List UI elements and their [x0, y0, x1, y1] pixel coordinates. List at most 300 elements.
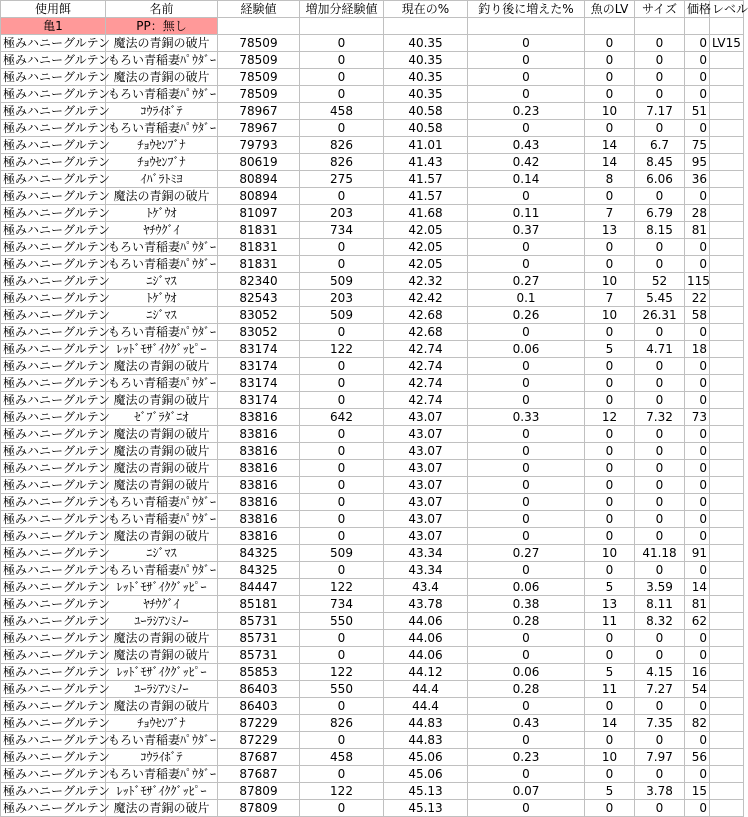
current-percent-cell[interactable]: 43.34	[384, 562, 468, 579]
price-cell[interactable]: 36	[685, 171, 710, 188]
size-cell[interactable]: 7.27	[635, 681, 685, 698]
bait-cell[interactable]: 極みハニーグルテン	[1, 664, 106, 681]
size-cell[interactable]: 0	[635, 494, 685, 511]
fish-lv-cell[interactable]: 5	[585, 579, 635, 596]
current-percent-cell[interactable]: 41.01	[384, 137, 468, 154]
price-cell[interactable]: 51	[685, 103, 710, 120]
exp-cell[interactable]: 83816	[218, 426, 300, 443]
empty-cell[interactable]	[710, 222, 744, 239]
current-percent-cell[interactable]: 43.07	[384, 443, 468, 460]
size-cell[interactable]: 0	[635, 732, 685, 749]
bait-cell[interactable]: 極みハニーグルテン	[1, 103, 106, 120]
percent-gain-cell[interactable]: 0	[468, 443, 585, 460]
exp-gain-cell[interactable]: 0	[300, 358, 384, 375]
exp-gain-cell[interactable]: 0	[300, 188, 384, 205]
fish-lv-cell[interactable]: 8	[585, 171, 635, 188]
bait-cell[interactable]: 極みハニーグルテン	[1, 137, 106, 154]
exp-gain-cell[interactable]: 0	[300, 647, 384, 664]
current-percent-cell[interactable]: 42.68	[384, 324, 468, 341]
name-cell[interactable]: ﾆｼﾞﾏｽ	[106, 545, 218, 562]
size-cell[interactable]: 0	[635, 86, 685, 103]
exp-gain-cell[interactable]: 0	[300, 528, 384, 545]
bait-cell[interactable]: 極みハニーグルテン	[1, 647, 106, 664]
percent-gain-cell[interactable]: 0.28	[468, 613, 585, 630]
exp-cell[interactable]: 83816	[218, 460, 300, 477]
percent-gain-cell[interactable]: 0.1	[468, 290, 585, 307]
exp-cell[interactable]: 87809	[218, 783, 300, 800]
current-percent-cell[interactable]: 44.06	[384, 613, 468, 630]
exp-gain-cell[interactable]: 826	[300, 154, 384, 171]
name-cell[interactable]: ﾚｯﾄﾞﾓｻﾞｲｸｸﾞｯﾋﾟｰ	[106, 783, 218, 800]
fish-lv-cell[interactable]: 11	[585, 613, 635, 630]
name-cell[interactable]: ﾚｯﾄﾞﾓｻﾞｲｸｸﾞｯﾋﾟｰ	[106, 664, 218, 681]
empty-cell[interactable]	[710, 409, 744, 426]
empty-cell[interactable]	[710, 494, 744, 511]
price-cell[interactable]: 75	[685, 137, 710, 154]
exp-cell[interactable]: 83174	[218, 358, 300, 375]
fish-lv-cell[interactable]: 0	[585, 324, 635, 341]
bait-cell[interactable]: 極みハニーグルテン	[1, 52, 106, 69]
fish-lv-cell[interactable]: 0	[585, 35, 635, 52]
exp-cell[interactable]: 78509	[218, 35, 300, 52]
price-cell[interactable]: 56	[685, 749, 710, 766]
fish-lv-cell[interactable]: 0	[585, 392, 635, 409]
exp-gain-cell[interactable]: 458	[300, 103, 384, 120]
price-cell[interactable]: 82	[685, 715, 710, 732]
size-cell[interactable]: 26.31	[635, 307, 685, 324]
current-percent-cell[interactable]: 43.07	[384, 460, 468, 477]
percent-gain-cell[interactable]: 0	[468, 324, 585, 341]
exp-cell[interactable]: 79793	[218, 137, 300, 154]
bait-cell[interactable]: 極みハニーグルテン	[1, 392, 106, 409]
price-cell[interactable]: 0	[685, 494, 710, 511]
percent-gain-cell[interactable]: 0	[468, 698, 585, 715]
size-cell[interactable]: 0	[635, 324, 685, 341]
exp-gain-cell[interactable]: 509	[300, 307, 384, 324]
exp-cell[interactable]: 80894	[218, 188, 300, 205]
price-cell[interactable]: 0	[685, 477, 710, 494]
empty-cell[interactable]	[710, 256, 744, 273]
fish-lv-cell[interactable]: 0	[585, 494, 635, 511]
empty-cell[interactable]	[710, 630, 744, 647]
fish-lv-cell[interactable]: 0	[585, 358, 635, 375]
exp-gain-cell[interactable]: 0	[300, 766, 384, 783]
exp-cell[interactable]: 80619	[218, 154, 300, 171]
exp-cell[interactable]: 84447	[218, 579, 300, 596]
exp-cell[interactable]: 87809	[218, 800, 300, 817]
size-cell[interactable]: 0	[635, 256, 685, 273]
exp-gain-cell[interactable]: 550	[300, 613, 384, 630]
percent-gain-cell[interactable]: 0.37	[468, 222, 585, 239]
empty-cell[interactable]	[710, 460, 744, 477]
fish-lv-cell[interactable]: 0	[585, 375, 635, 392]
percent-gain-cell[interactable]: 0	[468, 647, 585, 664]
percent-gain-cell[interactable]: 0.38	[468, 596, 585, 613]
header-percent-gain[interactable]: 釣り後に増えた%	[468, 1, 585, 18]
current-percent-cell[interactable]: 41.57	[384, 171, 468, 188]
fish-lv-cell[interactable]: 10	[585, 307, 635, 324]
fish-lv-cell[interactable]: 0	[585, 52, 635, 69]
empty-cell[interactable]	[710, 613, 744, 630]
bait-cell[interactable]: 極みハニーグルテン	[1, 120, 106, 137]
exp-gain-cell[interactable]: 0	[300, 562, 384, 579]
empty-cell[interactable]	[218, 18, 300, 35]
empty-cell[interactable]	[710, 749, 744, 766]
fish-lv-cell[interactable]: 14	[585, 715, 635, 732]
bait-cell[interactable]: 極みハニーグルテン	[1, 341, 106, 358]
bait-cell[interactable]: 極みハニーグルテン	[1, 630, 106, 647]
name-cell[interactable]: 魔法の青銅の破片	[106, 800, 218, 817]
exp-cell[interactable]: 83174	[218, 341, 300, 358]
size-cell[interactable]: 0	[635, 477, 685, 494]
name-cell[interactable]: もろい青稲妻ﾊﾟｳﾀﾞｰ	[106, 52, 218, 69]
price-cell[interactable]: 0	[685, 392, 710, 409]
fish-lv-cell[interactable]: 0	[585, 256, 635, 273]
current-percent-cell[interactable]: 42.32	[384, 273, 468, 290]
exp-gain-cell[interactable]: 826	[300, 715, 384, 732]
percent-gain-cell[interactable]: 0.07	[468, 783, 585, 800]
name-cell[interactable]: ﾄｹﾞｳｵ	[106, 290, 218, 307]
exp-cell[interactable]: 82340	[218, 273, 300, 290]
current-percent-cell[interactable]: 42.05	[384, 239, 468, 256]
name-cell[interactable]: 魔法の青銅の破片	[106, 460, 218, 477]
header-name[interactable]: 名前	[106, 1, 218, 18]
empty-cell[interactable]	[710, 562, 744, 579]
price-cell[interactable]: 15	[685, 783, 710, 800]
fish-lv-cell[interactable]: 0	[585, 426, 635, 443]
header-price[interactable]: 価格	[685, 1, 710, 18]
bait-cell[interactable]: 極みハニーグルテン	[1, 375, 106, 392]
exp-gain-cell[interactable]: 550	[300, 681, 384, 698]
name-cell[interactable]: ﾁｮｳｾﾝﾌﾞﾅ	[106, 715, 218, 732]
percent-gain-cell[interactable]: 0	[468, 52, 585, 69]
size-cell[interactable]: 0	[635, 511, 685, 528]
size-cell[interactable]: 0	[635, 375, 685, 392]
exp-cell[interactable]: 78509	[218, 52, 300, 69]
price-cell[interactable]: 0	[685, 426, 710, 443]
name-cell[interactable]: 魔法の青銅の破片	[106, 528, 218, 545]
size-cell[interactable]: 7.17	[635, 103, 685, 120]
exp-gain-cell[interactable]: 0	[300, 426, 384, 443]
price-cell[interactable]: 0	[685, 460, 710, 477]
price-cell[interactable]: 22	[685, 290, 710, 307]
price-cell[interactable]: 62	[685, 613, 710, 630]
percent-gain-cell[interactable]: 0	[468, 766, 585, 783]
empty-cell[interactable]	[710, 545, 744, 562]
current-percent-cell[interactable]: 44.12	[384, 664, 468, 681]
name-cell[interactable]: ﾆｼﾞﾏｽ	[106, 273, 218, 290]
exp-gain-cell[interactable]: 0	[300, 494, 384, 511]
fish-lv-cell[interactable]: 0	[585, 800, 635, 817]
price-cell[interactable]: 58	[685, 307, 710, 324]
empty-cell[interactable]	[710, 171, 744, 188]
size-cell[interactable]: 0	[635, 52, 685, 69]
empty-cell[interactable]	[710, 69, 744, 86]
bait-cell[interactable]: 極みハニーグルテン	[1, 307, 106, 324]
bait-cell[interactable]: 極みハニーグルテン	[1, 579, 106, 596]
current-percent-cell[interactable]: 43.07	[384, 409, 468, 426]
empty-cell[interactable]	[710, 103, 744, 120]
exp-cell[interactable]: 85731	[218, 613, 300, 630]
exp-gain-cell[interactable]: 0	[300, 239, 384, 256]
current-percent-cell[interactable]: 41.68	[384, 205, 468, 222]
size-cell[interactable]: 0	[635, 239, 685, 256]
name-cell[interactable]: ﾕｰﾗｼｱﾝﾐﾉｰ	[106, 681, 218, 698]
exp-gain-cell[interactable]: 122	[300, 579, 384, 596]
price-cell[interactable]: 54	[685, 681, 710, 698]
percent-gain-cell[interactable]: 0	[468, 494, 585, 511]
size-cell[interactable]: 6.7	[635, 137, 685, 154]
exp-gain-cell[interactable]: 642	[300, 409, 384, 426]
current-percent-cell[interactable]: 42.74	[384, 392, 468, 409]
price-cell[interactable]: 0	[685, 256, 710, 273]
exp-gain-cell[interactable]: 0	[300, 69, 384, 86]
bait-cell[interactable]: 極みハニーグルテン	[1, 698, 106, 715]
percent-gain-cell[interactable]: 0.33	[468, 409, 585, 426]
exp-gain-cell[interactable]: 509	[300, 545, 384, 562]
exp-gain-cell[interactable]: 0	[300, 698, 384, 715]
header-bait[interactable]: 使用餌	[1, 1, 106, 18]
fish-lv-cell[interactable]: 0	[585, 630, 635, 647]
percent-gain-cell[interactable]: 0.14	[468, 171, 585, 188]
fish-lv-cell[interactable]: 10	[585, 273, 635, 290]
price-cell[interactable]: 0	[685, 732, 710, 749]
exp-cell[interactable]: 85731	[218, 647, 300, 664]
percent-gain-cell[interactable]: 0	[468, 239, 585, 256]
exp-cell[interactable]: 81831	[218, 256, 300, 273]
bait-cell[interactable]: 極みハニーグルテン	[1, 545, 106, 562]
price-cell[interactable]: 0	[685, 528, 710, 545]
current-percent-cell[interactable]: 40.58	[384, 120, 468, 137]
price-cell[interactable]: 0	[685, 52, 710, 69]
header-level[interactable]: レベル	[710, 1, 744, 18]
percent-gain-cell[interactable]: 0	[468, 800, 585, 817]
percent-gain-cell[interactable]: 0.11	[468, 205, 585, 222]
exp-cell[interactable]: 81831	[218, 222, 300, 239]
bait-cell[interactable]: 極みハニーグルテン	[1, 426, 106, 443]
percent-gain-cell[interactable]: 0	[468, 358, 585, 375]
empty-cell[interactable]	[710, 154, 744, 171]
exp-cell[interactable]: 83816	[218, 494, 300, 511]
percent-gain-cell[interactable]: 0.23	[468, 103, 585, 120]
bait-cell[interactable]: 極みハニーグルテン	[1, 171, 106, 188]
bait-cell[interactable]: 極みハニーグルテン	[1, 613, 106, 630]
percent-gain-cell[interactable]: 0	[468, 120, 585, 137]
exp-cell[interactable]: 86403	[218, 681, 300, 698]
name-cell[interactable]: ｲﾊﾞﾗﾄﾐﾖ	[106, 171, 218, 188]
price-cell[interactable]: 95	[685, 154, 710, 171]
percent-gain-cell[interactable]: 0	[468, 630, 585, 647]
bait-cell[interactable]: 極みハニーグルテン	[1, 273, 106, 290]
empty-cell[interactable]	[710, 52, 744, 69]
price-cell[interactable]: 73	[685, 409, 710, 426]
percent-gain-cell[interactable]: 0	[468, 477, 585, 494]
price-cell[interactable]: 0	[685, 511, 710, 528]
size-cell[interactable]: 0	[635, 188, 685, 205]
percent-gain-cell[interactable]: 0.28	[468, 681, 585, 698]
size-cell[interactable]: 0	[635, 358, 685, 375]
current-percent-cell[interactable]: 40.35	[384, 52, 468, 69]
exp-cell[interactable]: 83052	[218, 324, 300, 341]
size-cell[interactable]: 7.32	[635, 409, 685, 426]
fish-lv-cell[interactable]: 10	[585, 103, 635, 120]
percent-gain-cell[interactable]: 0	[468, 375, 585, 392]
percent-gain-cell[interactable]: 0	[468, 732, 585, 749]
percent-gain-cell[interactable]: 0.43	[468, 137, 585, 154]
exp-cell[interactable]: 84325	[218, 545, 300, 562]
percent-gain-cell[interactable]: 0	[468, 188, 585, 205]
bait-cell[interactable]: 極みハニーグルテン	[1, 783, 106, 800]
price-cell[interactable]: 0	[685, 766, 710, 783]
name-cell[interactable]: ﾄｹﾞｳｵ	[106, 205, 218, 222]
size-cell[interactable]: 52	[635, 273, 685, 290]
exp-cell[interactable]: 85181	[218, 596, 300, 613]
fish-lv-cell[interactable]: 0	[585, 511, 635, 528]
name-cell[interactable]: もろい青稲妻ﾊﾟｳﾀﾞｰ	[106, 120, 218, 137]
empty-cell[interactable]	[710, 358, 744, 375]
empty-cell[interactable]	[300, 18, 384, 35]
price-cell[interactable]: 0	[685, 698, 710, 715]
current-percent-cell[interactable]: 44.83	[384, 715, 468, 732]
size-cell[interactable]: 0	[635, 528, 685, 545]
name-cell[interactable]: もろい青稲妻ﾊﾟｳﾀﾞｰ	[106, 494, 218, 511]
bait-cell[interactable]: 極みハニーグルテン	[1, 86, 106, 103]
percent-gain-cell[interactable]: 0.06	[468, 664, 585, 681]
bait-cell[interactable]: 極みハニーグルテン	[1, 290, 106, 307]
percent-gain-cell[interactable]: 0.27	[468, 273, 585, 290]
empty-cell[interactable]	[635, 18, 685, 35]
size-cell[interactable]: 8.45	[635, 154, 685, 171]
empty-cell[interactable]	[710, 477, 744, 494]
name-cell[interactable]: ｾﾞﾌﾞﾗﾀﾞﾆｵ	[106, 409, 218, 426]
price-cell[interactable]: 0	[685, 375, 710, 392]
bait-cell[interactable]: 極みハニーグルテン	[1, 443, 106, 460]
name-cell[interactable]: もろい青稲妻ﾊﾟｳﾀﾞｰ	[106, 562, 218, 579]
exp-gain-cell[interactable]: 0	[300, 630, 384, 647]
exp-cell[interactable]: 78509	[218, 69, 300, 86]
bait-cell[interactable]: 極みハニーグルテン	[1, 749, 106, 766]
percent-gain-cell[interactable]: 0.06	[468, 341, 585, 358]
fish-lv-cell[interactable]: 13	[585, 222, 635, 239]
percent-gain-cell[interactable]: 0.26	[468, 307, 585, 324]
size-cell[interactable]: 0	[635, 69, 685, 86]
name-cell[interactable]: ﾁｮｳｾﾝﾌﾞﾅ	[106, 137, 218, 154]
current-percent-cell[interactable]: 42.74	[384, 358, 468, 375]
name-cell[interactable]: ｺｳﾗｲﾎﾞﾃ	[106, 103, 218, 120]
empty-cell[interactable]	[710, 732, 744, 749]
name-cell[interactable]: もろい青稲妻ﾊﾟｳﾀﾞｰ	[106, 256, 218, 273]
price-cell[interactable]: 0	[685, 86, 710, 103]
current-percent-cell[interactable]: 44.06	[384, 630, 468, 647]
price-cell[interactable]: 0	[685, 630, 710, 647]
price-cell[interactable]: 0	[685, 800, 710, 817]
exp-gain-cell[interactable]: 0	[300, 256, 384, 273]
current-percent-cell[interactable]: 42.68	[384, 307, 468, 324]
exp-gain-cell[interactable]: 734	[300, 596, 384, 613]
fish-lv-cell[interactable]: 14	[585, 154, 635, 171]
fish-lv-cell[interactable]: 0	[585, 477, 635, 494]
bait-cell[interactable]: 極みハニーグルテン	[1, 460, 106, 477]
percent-gain-cell[interactable]: 0.27	[468, 545, 585, 562]
name-cell[interactable]: もろい青稲妻ﾊﾟｳﾀﾞｰ	[106, 239, 218, 256]
empty-cell[interactable]	[710, 511, 744, 528]
current-percent-cell[interactable]: 43.07	[384, 511, 468, 528]
bait-cell[interactable]: 極みハニーグルテン	[1, 477, 106, 494]
empty-cell[interactable]	[710, 392, 744, 409]
size-cell[interactable]: 41.18	[635, 545, 685, 562]
bait-cell[interactable]: 極みハニーグルテン	[1, 205, 106, 222]
size-cell[interactable]: 7.35	[635, 715, 685, 732]
exp-gain-cell[interactable]: 0	[300, 120, 384, 137]
size-cell[interactable]: 8.32	[635, 613, 685, 630]
name-cell[interactable]: 魔法の青銅の破片	[106, 392, 218, 409]
current-percent-cell[interactable]: 42.74	[384, 341, 468, 358]
empty-cell[interactable]	[710, 86, 744, 103]
exp-cell[interactable]: 83174	[218, 375, 300, 392]
fish-lv-cell[interactable]: 0	[585, 443, 635, 460]
fish-lv-cell[interactable]: 0	[585, 698, 635, 715]
empty-cell[interactable]	[710, 528, 744, 545]
name-cell[interactable]: 魔法の青銅の破片	[106, 69, 218, 86]
percent-gain-cell[interactable]: 0.42	[468, 154, 585, 171]
price-cell[interactable]: 0	[685, 647, 710, 664]
percent-gain-cell[interactable]: 0.23	[468, 749, 585, 766]
empty-cell[interactable]	[710, 596, 744, 613]
current-percent-cell[interactable]: 42.74	[384, 375, 468, 392]
bait-cell[interactable]: 極みハニーグルテン	[1, 154, 106, 171]
fish-lv-cell[interactable]: 5	[585, 664, 635, 681]
exp-gain-cell[interactable]: 0	[300, 800, 384, 817]
current-percent-cell[interactable]: 40.35	[384, 35, 468, 52]
empty-cell[interactable]	[710, 375, 744, 392]
price-cell[interactable]: 91	[685, 545, 710, 562]
current-percent-cell[interactable]: 45.13	[384, 783, 468, 800]
exp-cell[interactable]: 87687	[218, 766, 300, 783]
exp-gain-cell[interactable]: 0	[300, 443, 384, 460]
size-cell[interactable]: 0	[635, 562, 685, 579]
exp-cell[interactable]: 85731	[218, 630, 300, 647]
fish-lv-cell[interactable]: 12	[585, 409, 635, 426]
empty-cell[interactable]	[585, 18, 635, 35]
empty-cell[interactable]	[710, 766, 744, 783]
exp-cell[interactable]: 87687	[218, 749, 300, 766]
percent-gain-cell[interactable]: 0	[468, 392, 585, 409]
size-cell[interactable]: 5.45	[635, 290, 685, 307]
empty-cell[interactable]	[710, 188, 744, 205]
size-cell[interactable]: 6.79	[635, 205, 685, 222]
price-cell[interactable]: 18	[685, 341, 710, 358]
current-percent-cell[interactable]: 45.13	[384, 800, 468, 817]
exp-gain-cell[interactable]: 0	[300, 35, 384, 52]
empty-cell[interactable]	[710, 681, 744, 698]
bait-cell[interactable]: 極みハニーグルテン	[1, 69, 106, 86]
exp-cell[interactable]: 83816	[218, 443, 300, 460]
name-cell[interactable]: 魔法の青銅の破片	[106, 426, 218, 443]
exp-cell[interactable]: 84325	[218, 562, 300, 579]
current-percent-cell[interactable]: 40.35	[384, 69, 468, 86]
fish-lv-cell[interactable]: 0	[585, 69, 635, 86]
exp-gain-cell[interactable]: 0	[300, 477, 384, 494]
fish-lv-cell[interactable]: 5	[585, 783, 635, 800]
empty-cell[interactable]	[710, 324, 744, 341]
fish-lv-cell[interactable]: 0	[585, 188, 635, 205]
header-current-percent[interactable]: 現在の%	[384, 1, 468, 18]
name-cell[interactable]: ﾔﾁｳｸﾞｲ	[106, 596, 218, 613]
size-cell[interactable]: 0	[635, 630, 685, 647]
exp-cell[interactable]: 86403	[218, 698, 300, 715]
price-cell[interactable]: 0	[685, 35, 710, 52]
price-cell[interactable]: 115	[685, 273, 710, 290]
